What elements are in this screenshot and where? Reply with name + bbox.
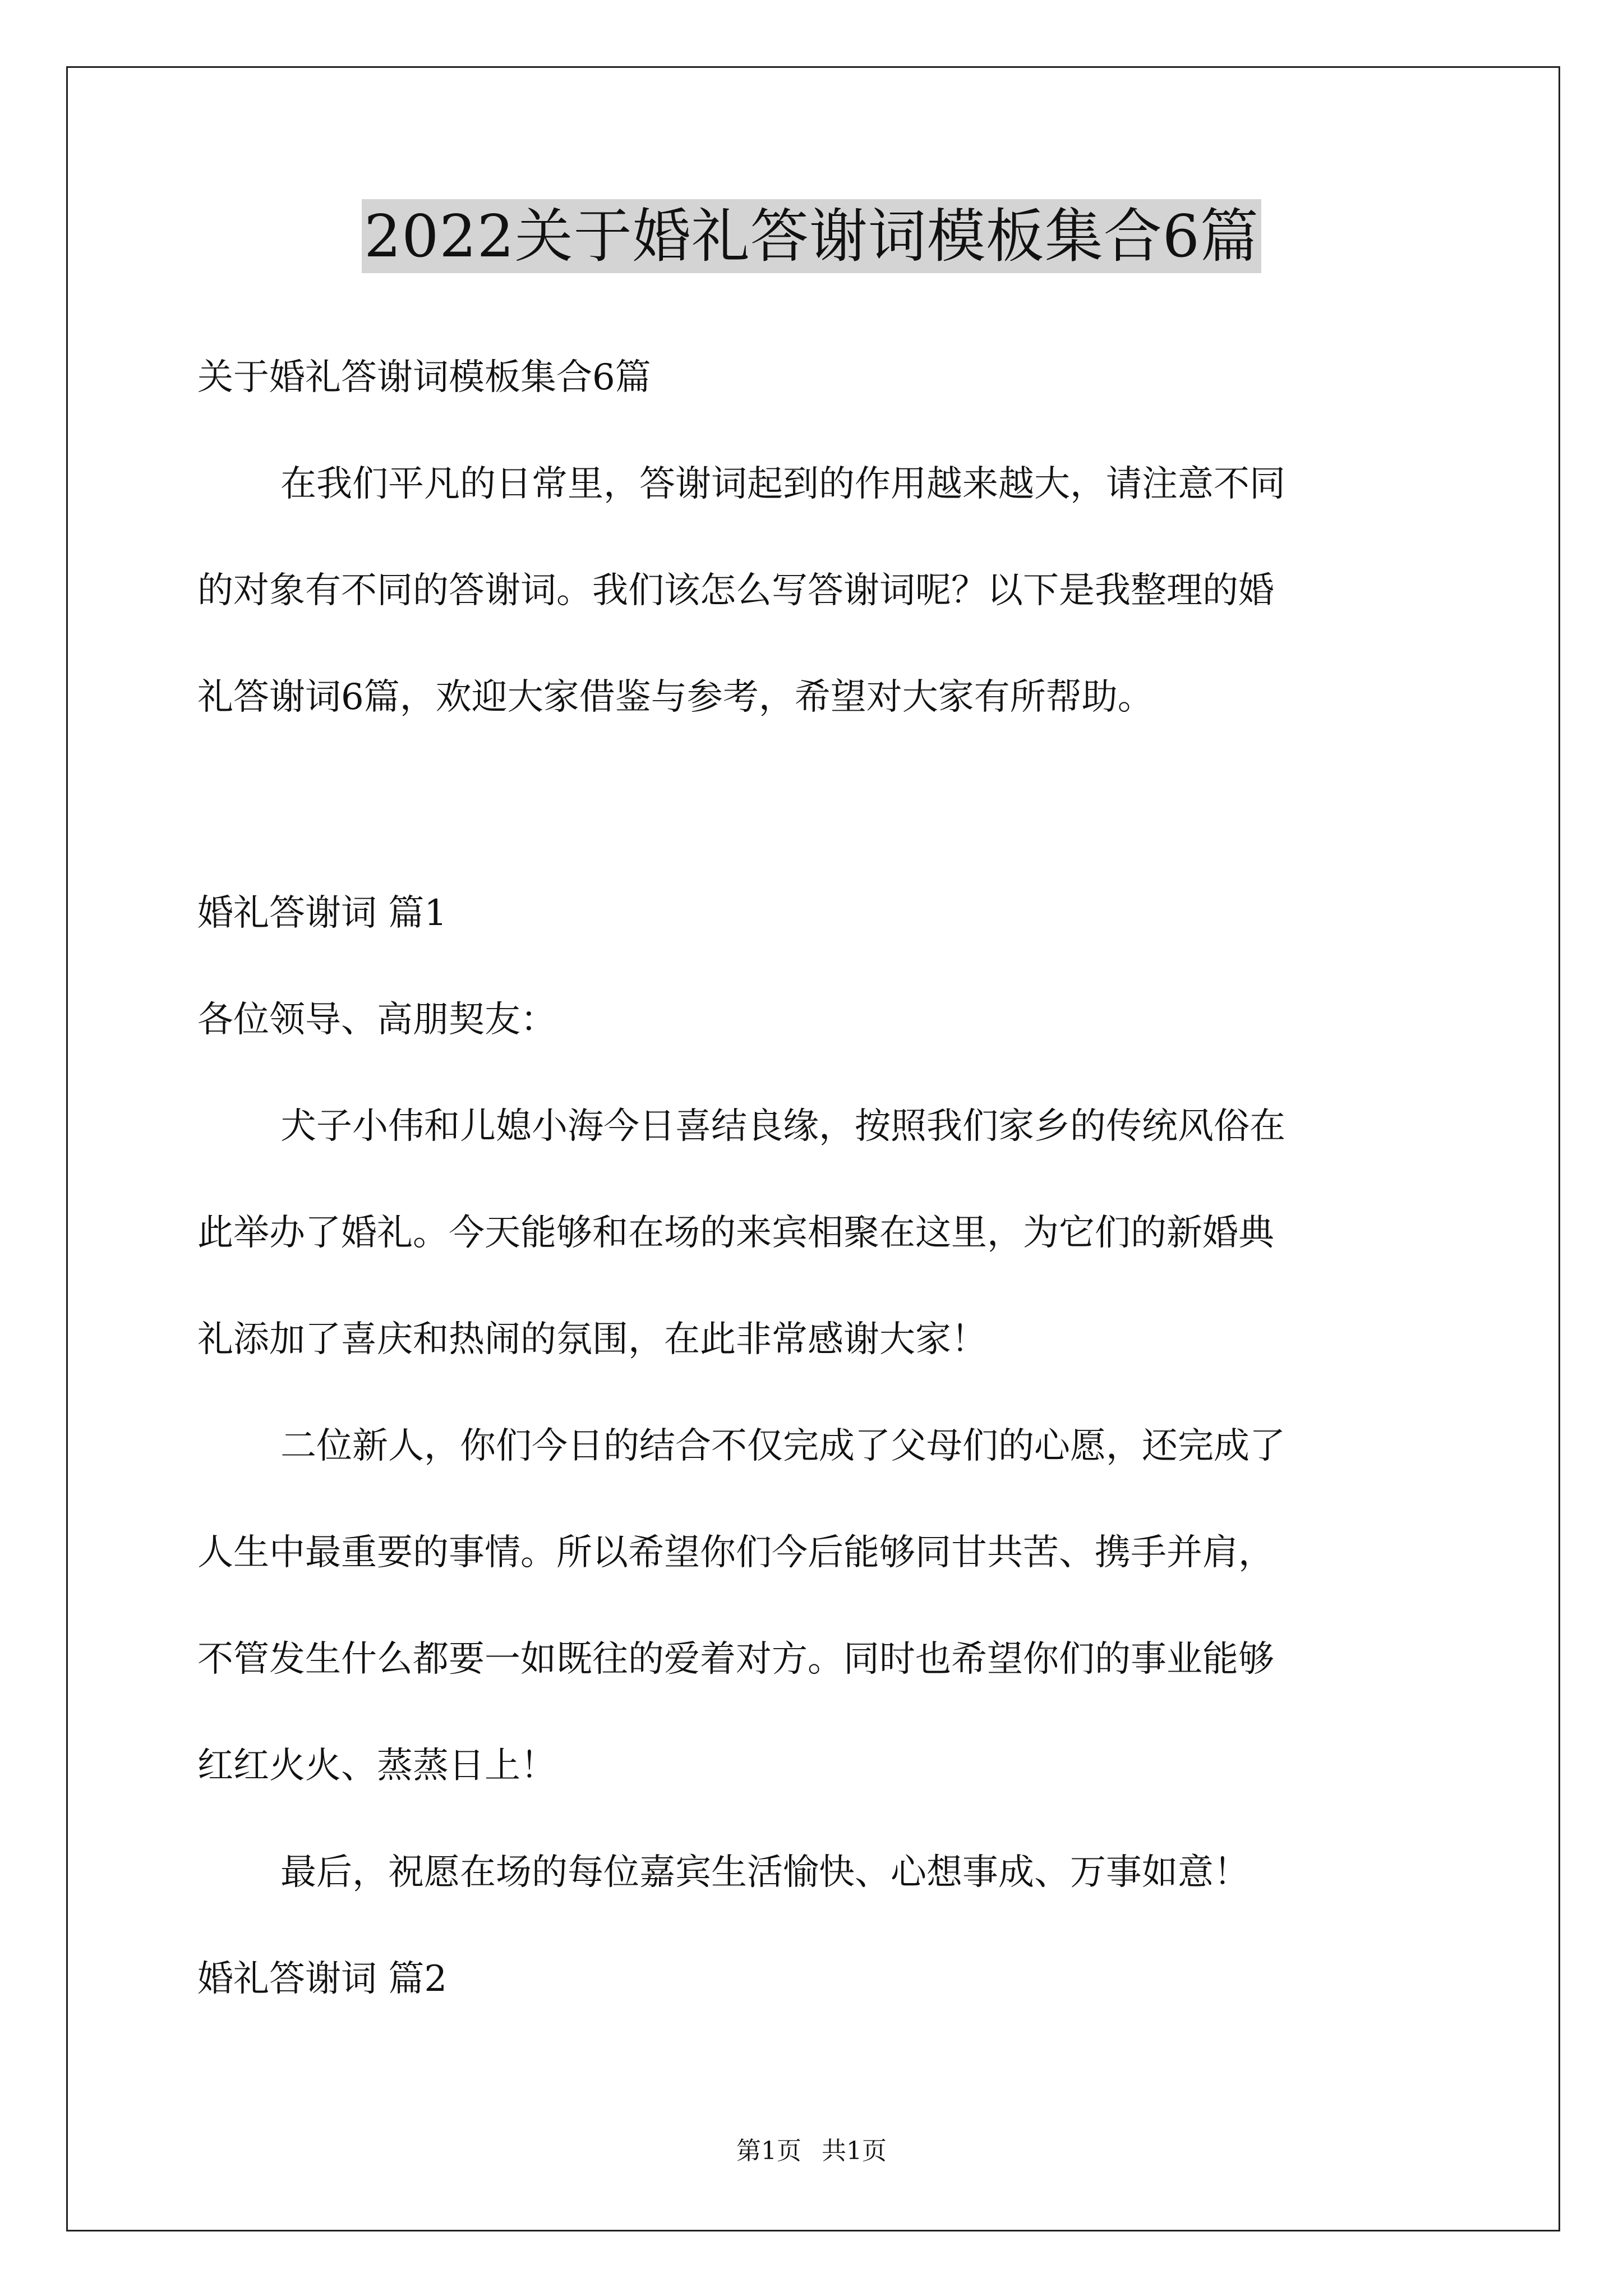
intro-line-1: 在我们平凡的日常里，答谢词起到的作用越来越大，请注意不同: [280, 463, 1285, 505]
para2-line-1: 二位新人，你们今日的结合不仅完成了父母们的心愿，还完成了: [280, 1425, 1285, 1467]
intro-line-3: 礼答谢词6篇，欢迎大家借鉴与参考，希望对大家有所帮助。: [197, 677, 1154, 718]
title-container: [0, 199, 1623, 273]
para2-line-4: 红红火火、蒸蒸日上！: [197, 1745, 556, 1787]
document-subtitle: 关于婚礼答谢词模板集合6篇: [197, 357, 651, 398]
intro-line-2: 的对象有不同的答谢词。我们该怎么写答谢词呢？以下是我整理的婚: [197, 570, 1274, 611]
para2-line-2: 人生中最重要的事情。所以希望你们今后能够同甘共苦、携手并肩，: [197, 1532, 1274, 1573]
para1-line-1: 犬子小伟和儿媳小海今日喜结良缘，按照我们家乡的传统风俗在: [280, 1106, 1285, 1147]
section-heading-2: 婚礼答谢词 篇2: [197, 1958, 448, 2000]
para1-line-2: 此举办了婚礼。今天能够和在场的来宾相聚在这里，为它们的新婚典: [197, 1212, 1274, 1254]
page-number: 第1页: [736, 2137, 801, 2165]
page-total: 共1页: [822, 2137, 887, 2165]
salutation: 各位领导、高朋契友：: [197, 999, 556, 1041]
page-footer: [0, 2134, 1623, 2168]
section-heading-1: 婚礼答谢词 篇1: [197, 892, 448, 934]
para3-line-1: 最后，祝愿在场的每位嘉宾生活愉快、心想事成、万事如意！: [280, 1852, 1249, 1893]
para1-line-3: 礼添加了喜庆和热闹的氛围，在此非常感谢大家！: [197, 1319, 987, 1360]
para2-line-3: 不管发生什么都要一如既往的爱着对方。同时也希望你们的事业能够: [197, 1639, 1274, 1680]
document-title: 2022关于婚礼答谢词模板集合6篇: [362, 199, 1261, 273]
